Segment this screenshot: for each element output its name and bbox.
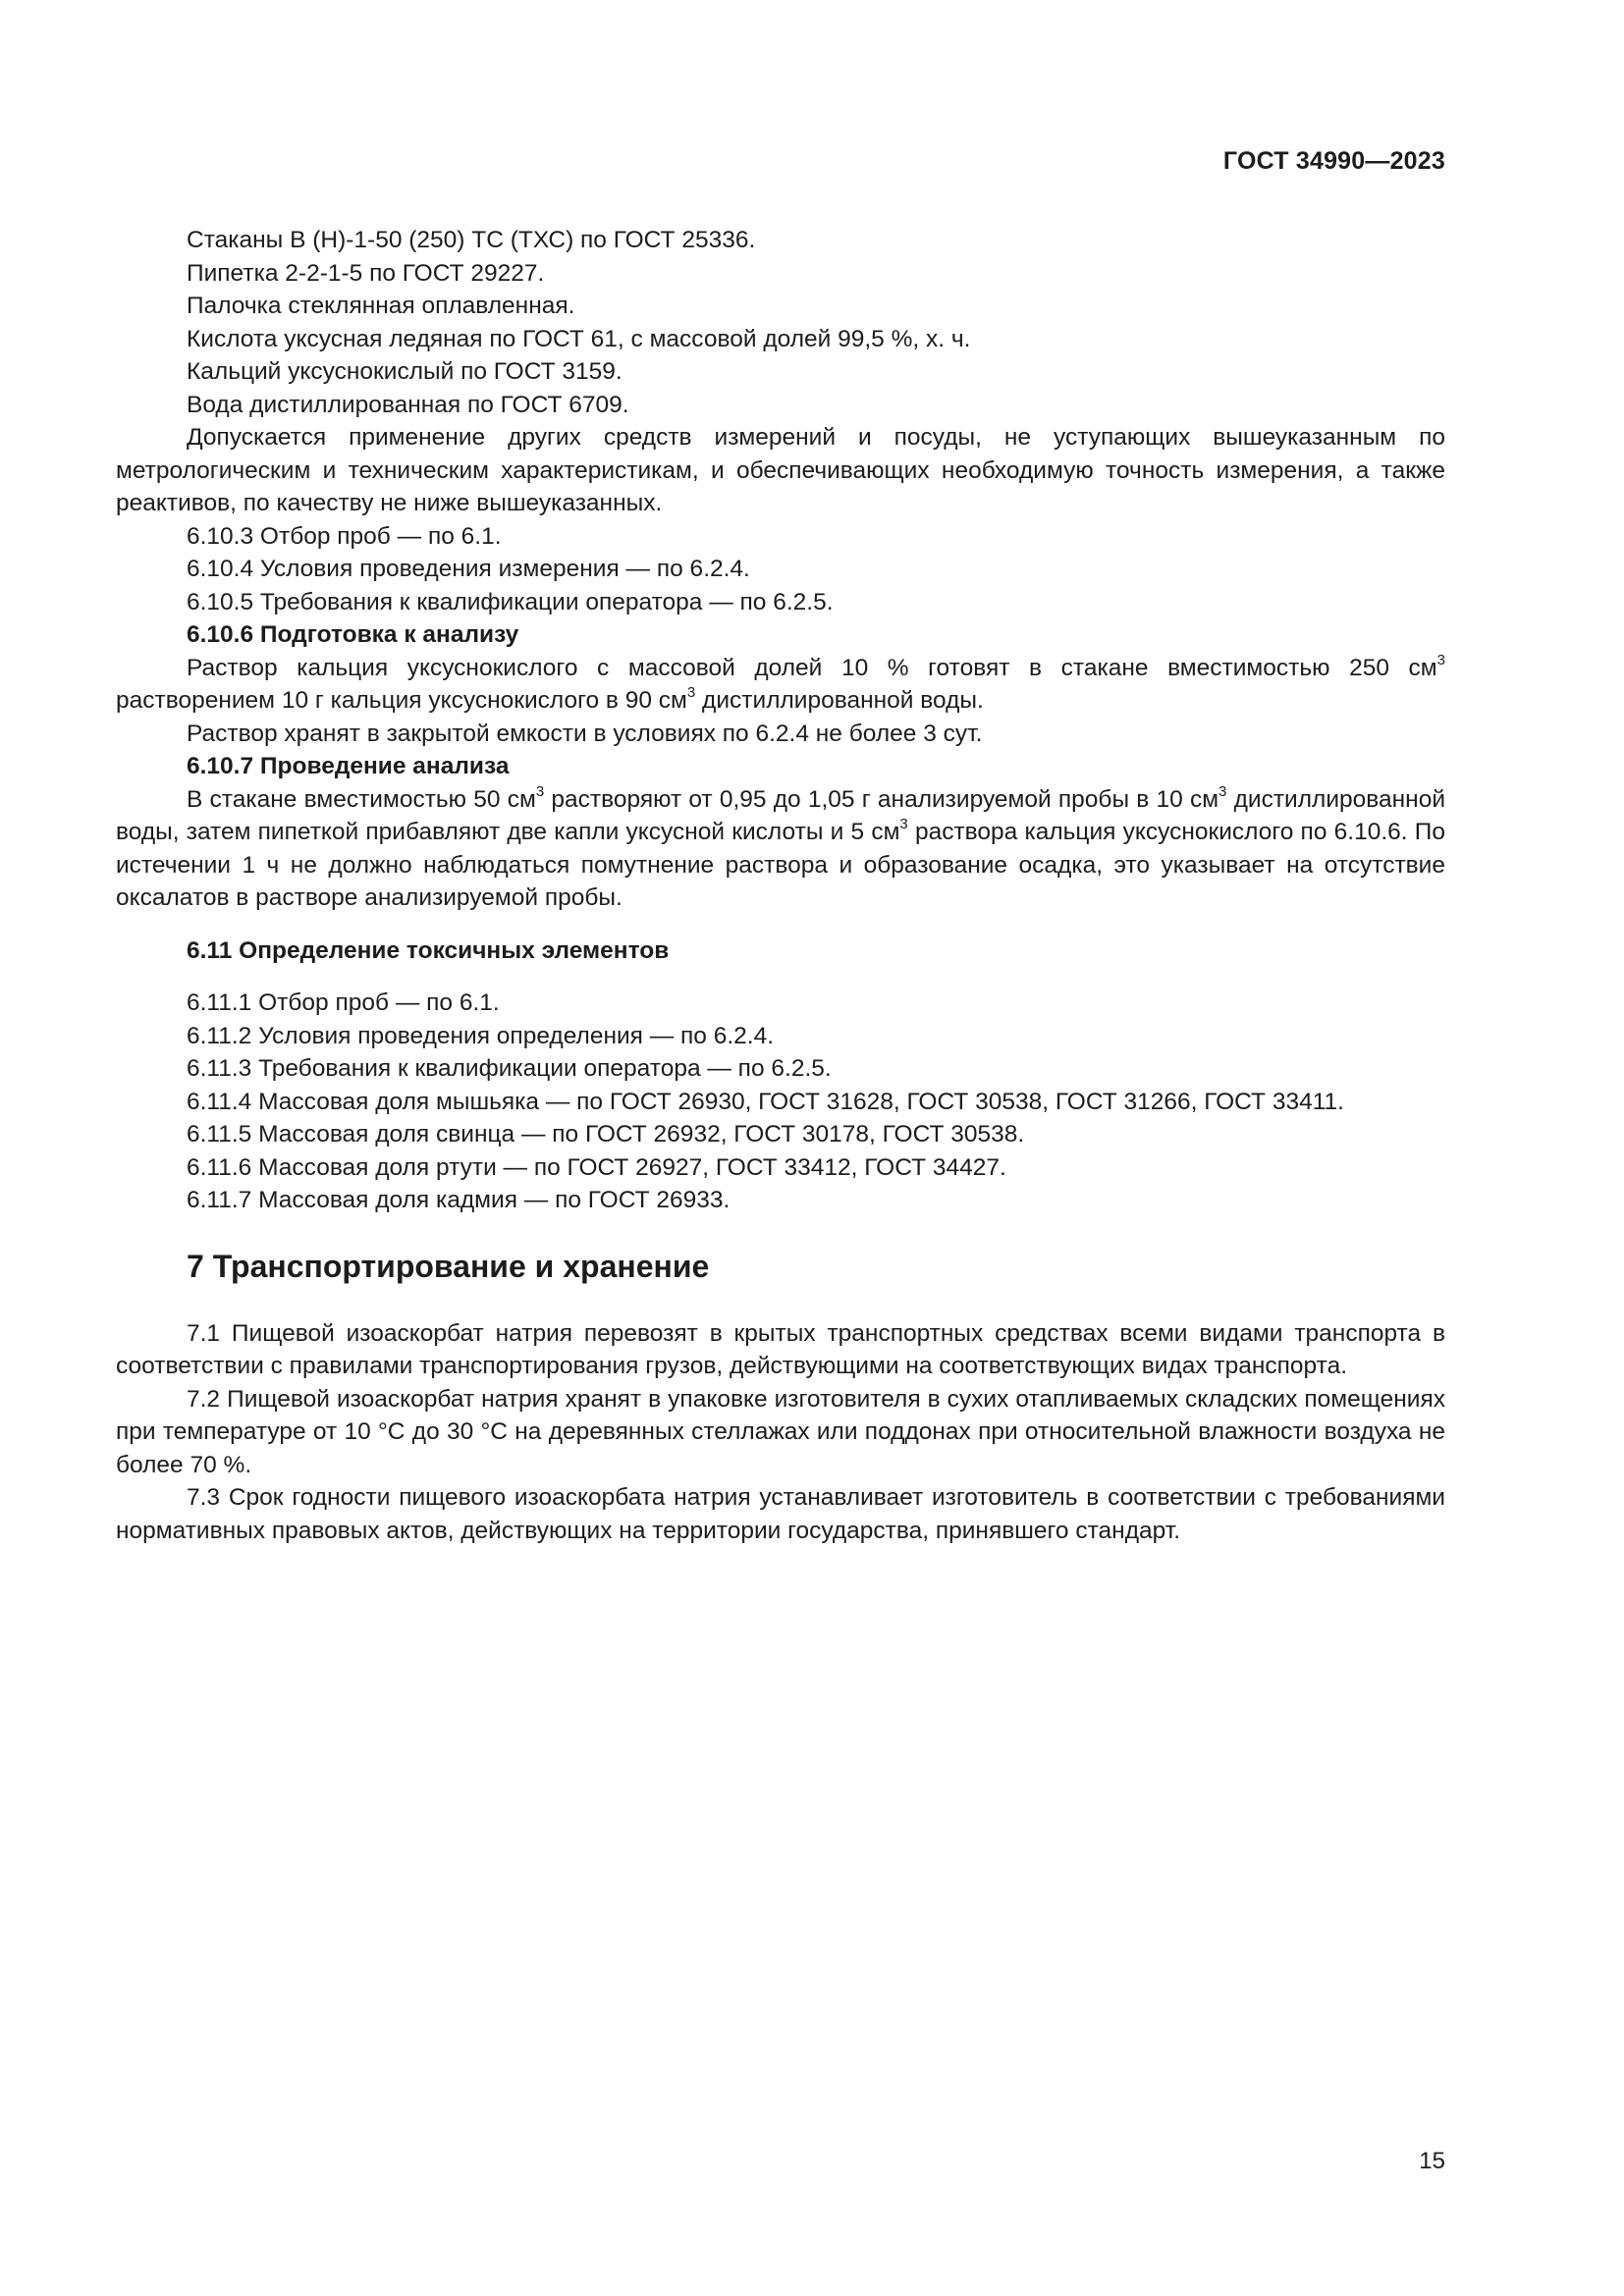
section-7-heading: 7 Транспортирование и хранение xyxy=(187,1248,710,1284)
reagent-item-acetic-acid: Кислота уксусная ледяная по ГОСТ 61, с массовой долей 99,5 %, х. ч. xyxy=(187,325,971,352)
clause-6-10-7-heading: 6.10.7 Проведение анализа xyxy=(187,753,510,779)
solution-preparation-paragraph xyxy=(116,652,1445,718)
superscript: 3 xyxy=(1436,651,1445,668)
clause-6-11-1: 6.11.1 Отбор проб — по 6.1. xyxy=(187,989,500,1016)
allowance-paragraph: Допускается применение других средств измерений и посуды, не уступающих вышеуказанным по метрологическим и техническим характеристикам, и обеспечивающих необходимую точность измерения, а также реактивов, по качеству не ниже вышеуказанных. xyxy=(116,424,1445,516)
equipment-item-beakers: Стаканы В (Н)-1-50 (250) ТС (ТХС) по ГОСТ 25336. xyxy=(187,227,756,253)
text-fragment: раствора кальция уксуснокислого по 6.10.6. По истечении 1 ч не должно наблюдаться помутнение раствора и образование осадка, это указывает на отсутствие оксалатов в растворе анализируемой пробы. xyxy=(116,819,1445,911)
superscript: 3 xyxy=(535,782,545,800)
reagent-item-distilled-water: Вода дистиллированная по ГОСТ 6709. xyxy=(187,391,629,418)
text-fragment: В стакане вместимостью 50 см xyxy=(187,785,536,813)
page-body xyxy=(116,224,1445,1547)
analysis-procedure-paragraph xyxy=(116,783,1445,915)
clause-6-11-heading: 6.11 Определение токсичных элементов xyxy=(187,936,670,964)
clause-7-2: 7.2 Пищевой изоаскорбат натрия хранят в упаковке изготовителя в сухих отапливаемых складских помещениях при температуре от 10 °C до 30 °C на деревянных стеллажах или поддонах при относительной влажности воздуха не более 70 %. xyxy=(116,1385,1445,1478)
reagent-item-calcium-acetate: Кальций уксуснокислый по ГОСТ 3159. xyxy=(187,358,623,385)
clause-7-3: 7.3 Срок годности пищевого изоаскорбата натрия устанавливает изготовитель в соответствии с требованиями нормативных правовых актов, действующих на территории государства, принявшего стандарт. xyxy=(116,1484,1445,1544)
clause-6-10-5: 6.10.5 Требования к квалификации оператора — по 6.2.5. xyxy=(187,588,834,615)
text-fragment: дистиллированной воды. xyxy=(695,687,984,714)
clause-6-11-2: 6.11.2 Условия проведения определения — по 6.2.4. xyxy=(187,1022,775,1049)
text-fragment: дистиллированной воды, затем пипеткой прибавляют две капли уксусной кислоты и 5 см xyxy=(116,785,1445,845)
superscript: 3 xyxy=(1218,782,1227,800)
clause-6-10-3: 6.10.3 Отбор проб — по 6.1. xyxy=(187,522,502,550)
clause-6-10-4: 6.10.4 Условия проведения измерения — по 6.2.4. xyxy=(187,556,750,582)
equipment-item-glass-rod: Палочка стеклянная оплавленная. xyxy=(187,293,575,319)
text-fragment: Раствор кальция уксуснокислого с массовой долей 10 % готовят в стакане вместимостью 250 см xyxy=(187,654,1437,681)
equipment-item-pipette: Пипетка 2-2-1-5 по ГОСТ 29227. xyxy=(187,259,545,287)
text-fragment: растворяют от 0,95 до 1,05 г анализируемой пробы в 10 см xyxy=(544,785,1219,813)
clause-6-11-5: 6.11.5 Массовая доля свинца — по ГОСТ 26932, ГОСТ 30178, ГОСТ 30538. xyxy=(187,1121,1025,1148)
clause-6-11-6: 6.11.6 Массовая доля ртути — по ГОСТ 26927, ГОСТ 33412, ГОСТ 34427. xyxy=(187,1153,1006,1181)
clause-6-10-6-heading: 6.10.6 Подготовка к анализу xyxy=(187,621,519,648)
clause-6-11-7: 6.11.7 Массовая доля кадмия — по ГОСТ 26933. xyxy=(187,1187,731,1213)
solution-storage-paragraph: Раствор хранят в закрытой емкости в условиях по 6.2.4 не более 3 сут. xyxy=(187,720,983,747)
clause-6-11-4: 6.11.4 Массовая доля мышьяка — по ГОСТ 26930, ГОСТ 31628, ГОСТ 30538, ГОСТ 31266, ГОСТ 33411. xyxy=(187,1088,1344,1115)
superscript: 3 xyxy=(686,684,696,701)
text-fragment: растворением 10 г кальция уксуснокислого в 90 см xyxy=(116,687,687,714)
page-number: 15 xyxy=(1419,2148,1445,2174)
clause-6-11-3: 6.11.3 Требования к квалификации оператора — по 6.2.5. xyxy=(187,1055,832,1082)
document-code: ГОСТ 34990—2023 xyxy=(1222,147,1445,175)
superscript: 3 xyxy=(899,816,908,832)
clause-7-1: 7.1 Пищевой изоаскорбат натрия перевозят в крытых транспортных средствах всеми видами транспорта в соответствии с правилами транспортирования грузов, действующими на соответствующих видах транспорта. xyxy=(116,1319,1445,1379)
